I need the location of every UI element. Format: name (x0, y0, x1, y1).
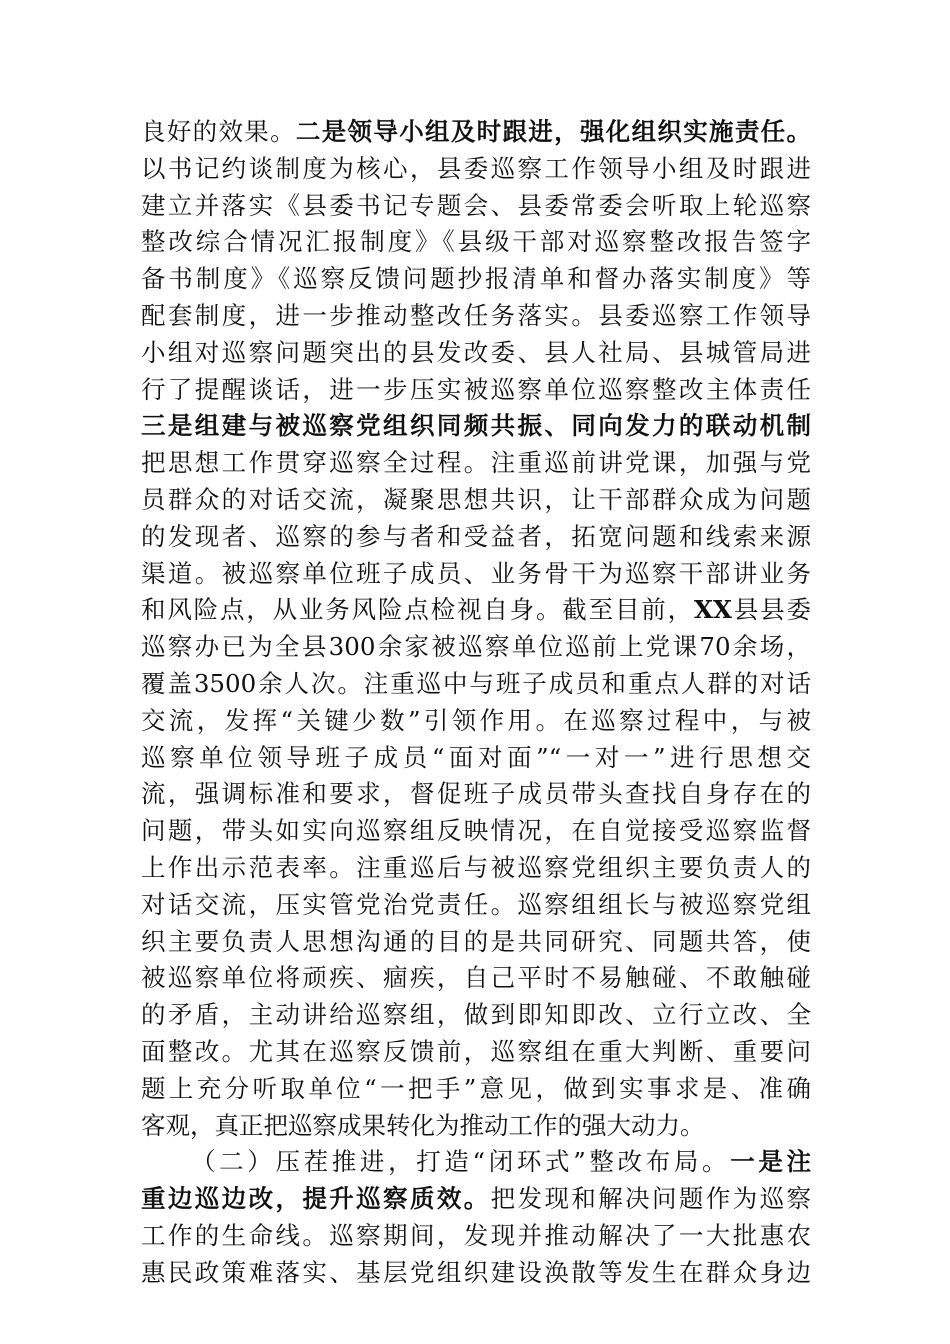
text-segment: 覆盖3500余人次。注重巡中与班子成员和重点人群的对话 (141, 668, 811, 698)
text-line (141, 629, 811, 666)
text-line (141, 740, 811, 777)
bold-text-segment: XX (693, 595, 733, 625)
text-segment: 良好的效果。 (141, 117, 296, 146)
text-line (141, 1181, 811, 1218)
bold-text-segment: 三是组建与被巡察党组织同频共振、同向发力的联动机制 (141, 411, 811, 441)
text-segment: 题上充分听取单位“一把手”意见，做到实事求是、准确 (141, 1073, 811, 1103)
text-segment: 巡察办已为全县300余家被巡察单位巡前上党课70余场， (141, 632, 811, 662)
text-segment: 工作的生命线。巡察期间，发现并推动解决了一大批惠农 (141, 1220, 811, 1250)
text-segment: 小组对巡察问题突出的县发改委、县人社局、县城管局进 (141, 337, 811, 367)
text-line (141, 960, 811, 997)
text-line (141, 556, 811, 593)
text-segment: 县县委 (732, 595, 812, 625)
bold-text-segment: 二是领导小组及时跟进，强化组织实施责任。 (295, 117, 811, 146)
text-line (141, 813, 811, 850)
text-segment: 交流，发挥“关键少数”引领作用。在巡察过程中，与被 (141, 705, 811, 735)
text-segment: 建立并落实《县委书记专题会、县委常委会听取上轮巡察 (141, 190, 811, 220)
text-line (141, 151, 811, 188)
text-line (141, 1218, 811, 1255)
text-line (141, 482, 811, 519)
text-line (141, 1034, 811, 1071)
text-line (141, 224, 811, 261)
text-segment: 配套制度，进一步推动整改任务落实。县委巡察工作领导 (141, 300, 811, 330)
text-line (141, 1144, 811, 1181)
text-line (141, 335, 811, 372)
text-line (141, 924, 811, 961)
text-segment: 上作出示范表率。注重巡后与被巡察党组织主要负责人的 (141, 852, 811, 882)
text-segment: 流，强调标准和要求，督促班子成员带头查找自身存在的 (141, 779, 811, 809)
text-line (141, 114, 811, 151)
text-segment: 把发现和解决问题作为巡察 (490, 1184, 812, 1214)
document-page (141, 114, 811, 1292)
text-segment: 行了提醒谈话，进一步压实被巡察单位巡察整改主体责任 (141, 374, 811, 404)
text-line (141, 298, 811, 335)
text-line (141, 1071, 811, 1108)
text-segment: 把思想工作贯穿巡察全过程。注重巡前讲党课，加强与党 (141, 448, 811, 478)
text-segment: 备书制度》《巡察反馈问题抄报清单和督办落实制度》等 (141, 264, 811, 294)
text-segment: 的发现者、巡察的参与者和受益者，拓宽问题和线索来源 (141, 521, 811, 551)
text-line (141, 666, 811, 703)
text-line (141, 1108, 811, 1145)
text-line (141, 372, 811, 409)
text-line (141, 703, 811, 740)
text-line (141, 887, 811, 924)
text-line (141, 445, 811, 482)
text-segment: 惠民政策难落实、基层党组织建设涣散等发生在群众身边 (141, 1257, 811, 1287)
text-line (141, 1255, 811, 1292)
text-segment: 员群众的对话交流，凝聚思想共识，让干部群众成为问题 (141, 484, 811, 514)
text-segment: 客观，真正把巡察成果转化为推动工作的强大动力。 (141, 1110, 705, 1140)
text-line (141, 850, 811, 887)
text-line (141, 776, 811, 813)
text-segment: 问题，带头如实向巡察组反映情况，在自觉接受巡察监督 (141, 816, 811, 846)
bold-text-segment: 重边巡边改，提升巡察质效。 (141, 1184, 491, 1214)
text-segment: （二）压茬推进，打造“闭环式”整改布局。 (191, 1147, 731, 1177)
text-segment: 的矛盾，主动讲给巡察组，做到即知即改、立行立改、全 (141, 1000, 811, 1030)
text-segment: 巡察单位领导班子成员“面对面”“一对一”进行思想交 (141, 742, 811, 772)
text-line (141, 408, 811, 445)
text-segment: 面整改。尤其在巡察反馈前，巡察组在重大判断、重要问 (141, 1036, 811, 1066)
text-line (141, 261, 811, 298)
text-line (141, 188, 811, 225)
text-line (141, 519, 811, 556)
text-segment: 整改综合情况汇报制度》《县级干部对巡察整改报告签字 (141, 227, 811, 257)
text-segment: 和风险点，从业务风险点检视自身。截至目前， (141, 595, 694, 625)
bold-text-segment: 一是注 (730, 1147, 811, 1177)
text-line (141, 997, 811, 1034)
text-segment: 对话交流，压实管党治党责任。巡察组组长与被巡察党组 (141, 889, 811, 919)
text-segment: 被巡察单位将顽疾、痼疾，自己平时不易触碰、不敢触碰 (141, 963, 811, 993)
text-segment: 渠道。被巡察单位班子成员、业务骨干为巡察干部讲业务 (141, 558, 811, 588)
text-segment: 以书记约谈制度为核心，县委巡察工作领导小组及时跟进 (141, 153, 811, 183)
text-line (141, 592, 811, 629)
text-segment: 织主要负责人思想沟通的目的是共同研究、同题共答，使 (141, 926, 811, 956)
